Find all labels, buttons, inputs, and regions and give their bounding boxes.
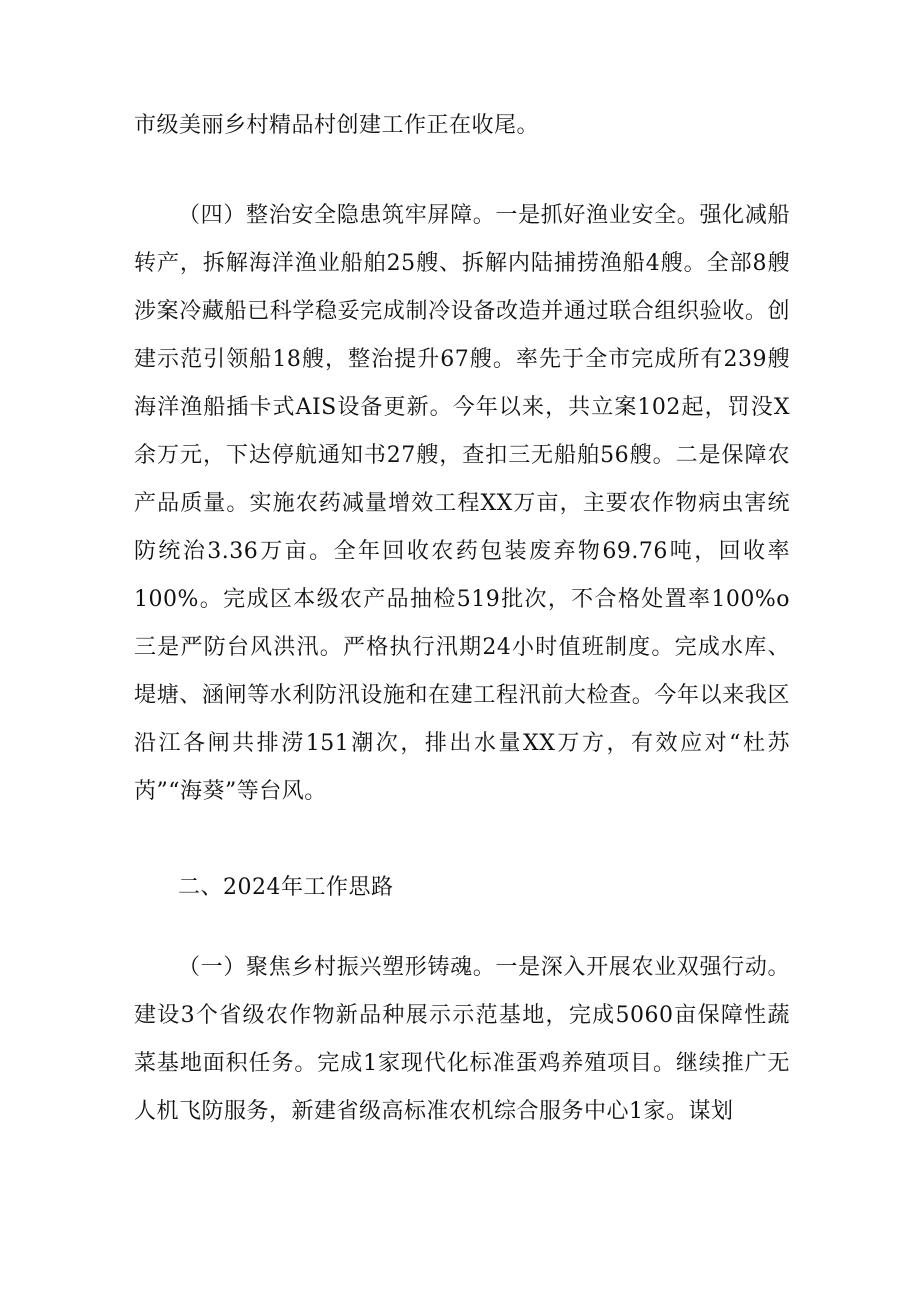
paragraph-rural-revitalization: （一）聚焦乡村振兴塑形铸魂。一是深入开展农业双强行动。建设3个省级农作物新品种展示示范基地，完成5060亩保障性蔬菜基地面积任务。完成1家现代化标准蛋鸡养殖项目。继续推广无人机飞防服务，新建省级高标准农机综合服务中心1家。谋划 (134, 955, 790, 1124)
paragraph-continuation: 市级美丽乡村精品村创建工作正在收尾。 (134, 113, 540, 138)
paragraph-safety-hazards: （四）整治安全隐患筑牢屏障。一是抓好渔业安全。强化减船转产，拆解海洋渔业船舶25艘、拆解内陆捕捞渔船4艘。全部8艘涉案冷藏船已科学稳妥完成制冷设备改造并通过联合组织验收。创建示范引领船18艘，整治提升67艘。率先于全市完成所有239艘海洋渔船插卡式AIS设备更新。今年以来，共立案102起，罚没X余万元，下达停航通知书27艘，查扣三无船舶56艘。二是保障农产品质量。实施农药减量增效工程XX万亩，主要农作物病虫害统防统治3.36万亩。全年回收农药包装废弃物69.76吨，回收率100%。完成区本级农产品抽检519批次，不合格处置率100%o三是严防台风洪汛。严格执行汛期24小时值班制度。完成水库、堤塘、涵闸等水利防汛设施和在建工程汛前大检查。今年以来我区沿江各闸共排涝151潮次，排出水量XX万方，有效应对“杜苏芮”“海葵”等台风。 (134, 203, 790, 804)
section-heading-2024-plan: 二、2024年工作思路 (178, 875, 394, 900)
